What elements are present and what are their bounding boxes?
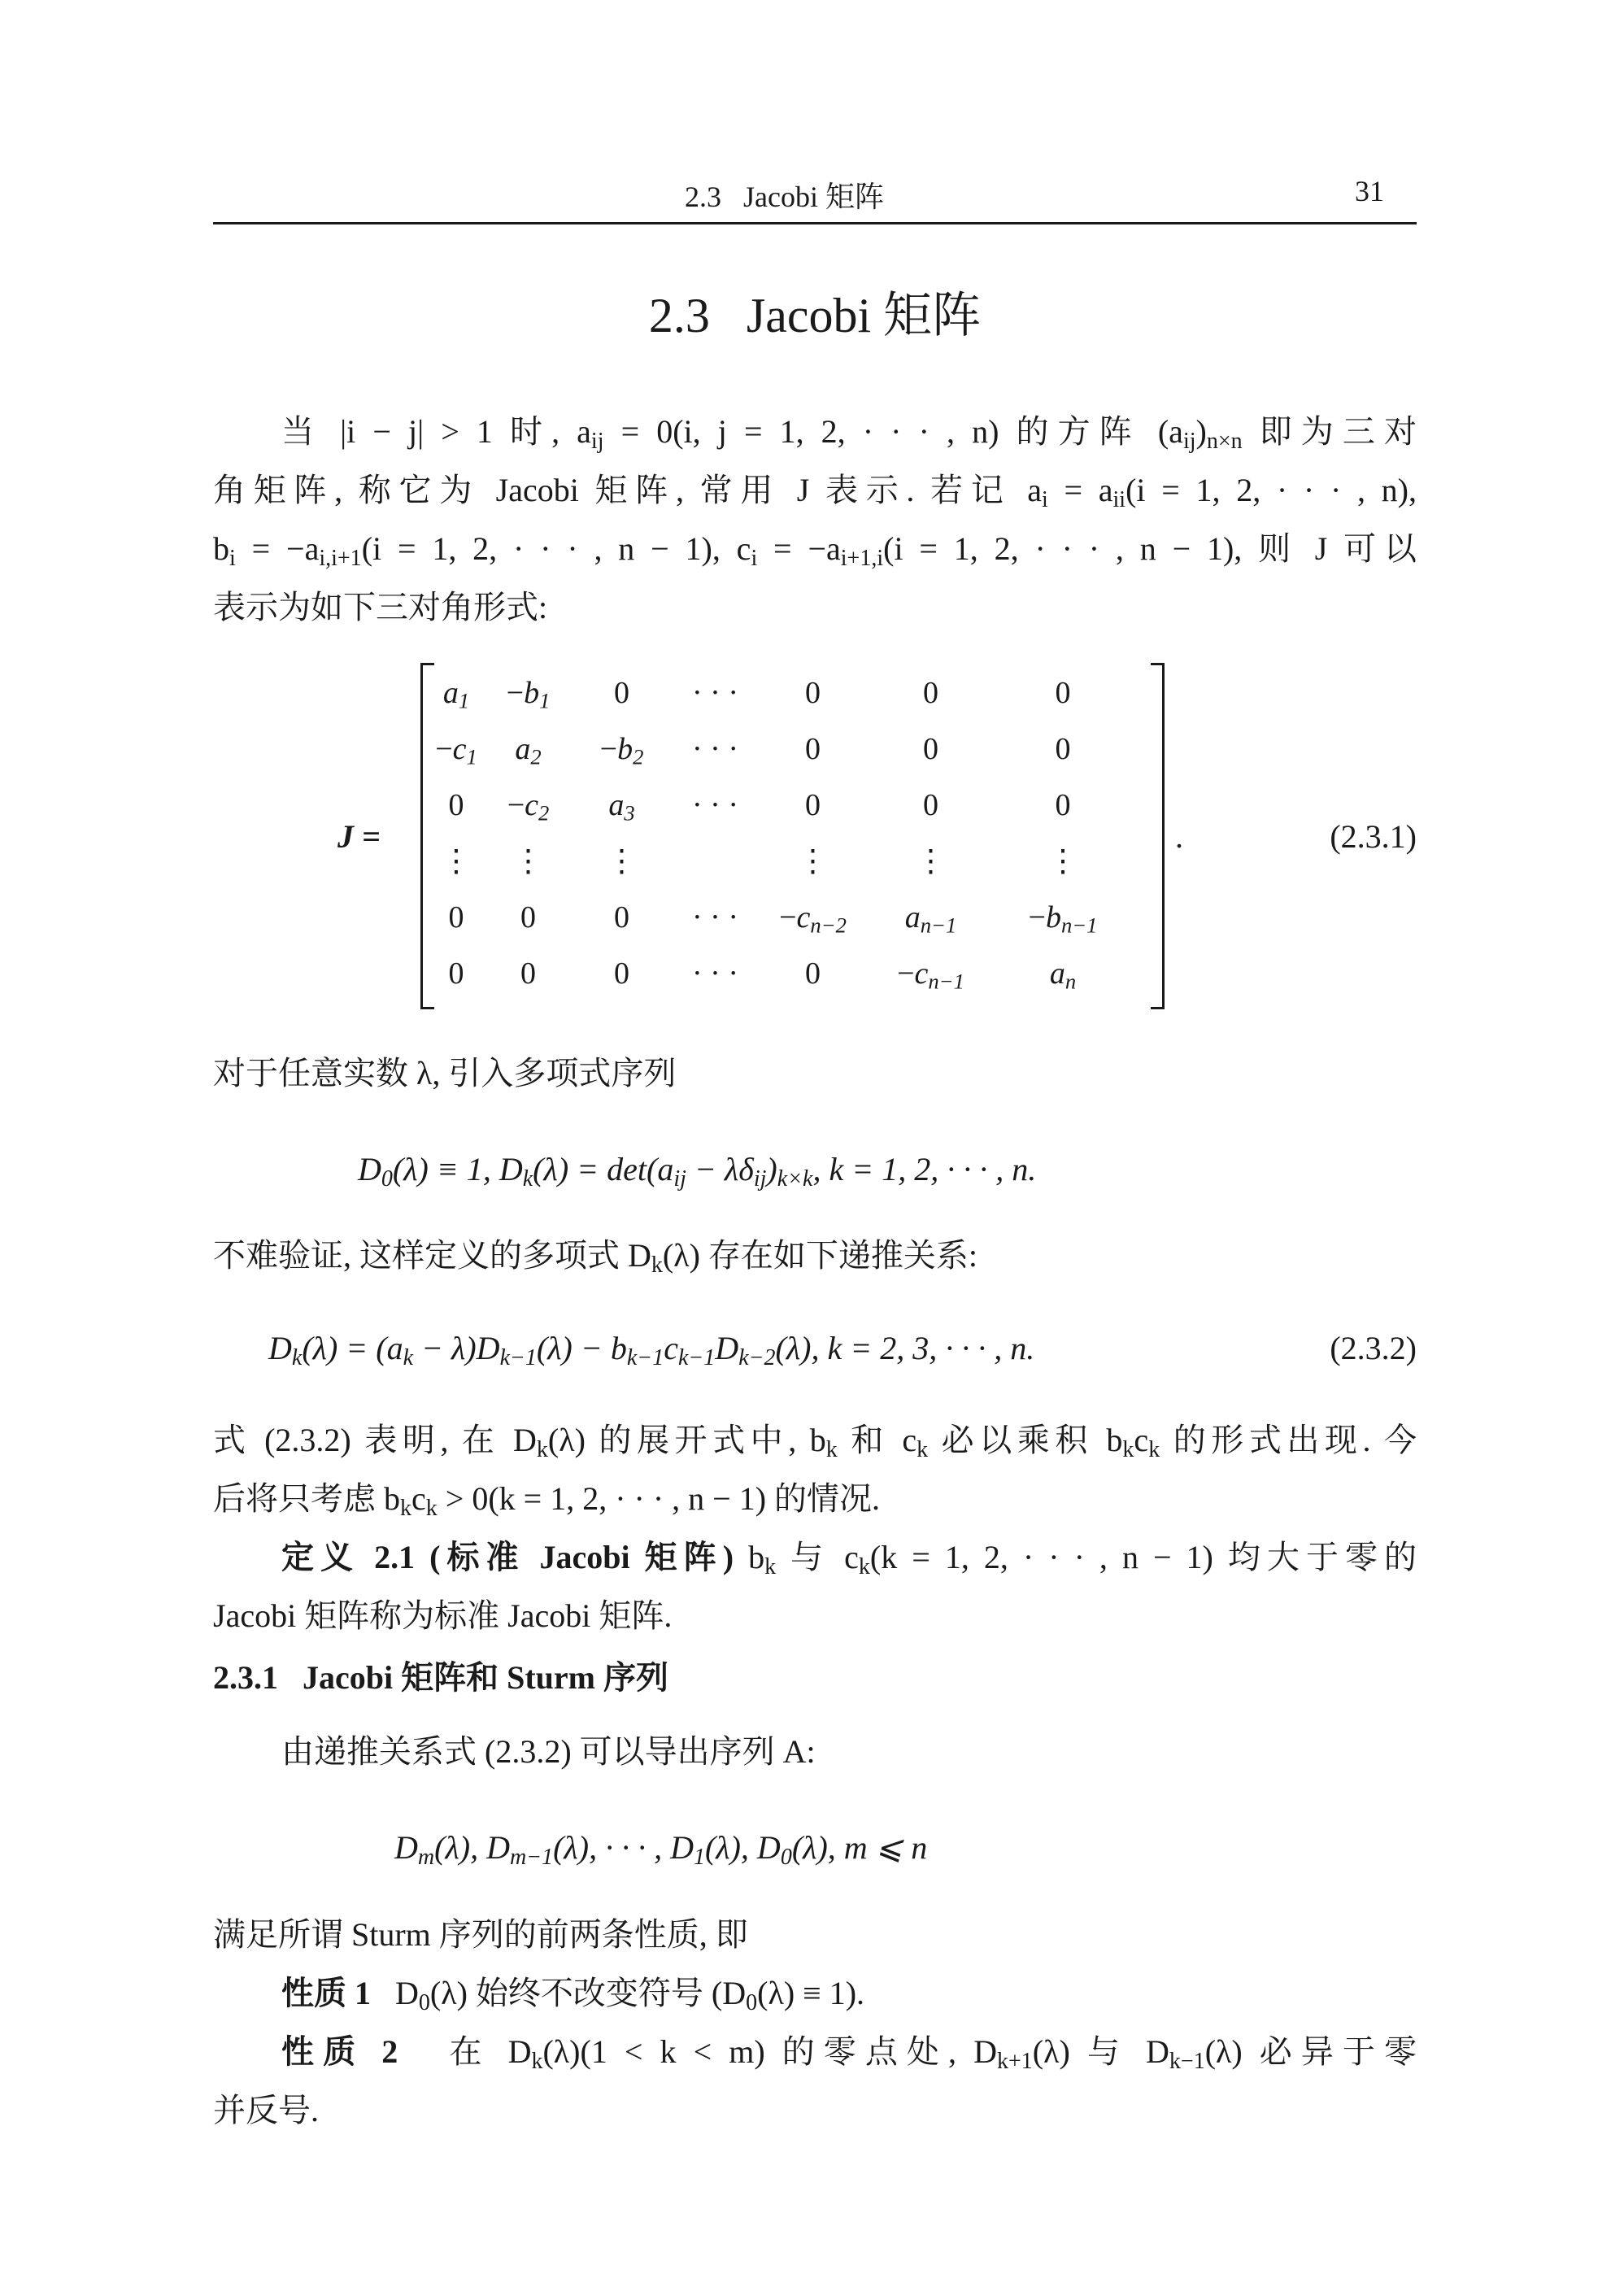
- header-rule: [213, 222, 1417, 224]
- matrix-cell: ⋮: [915, 844, 947, 878]
- matrix-row: [431, 889, 1128, 945]
- definition-line1: [281, 1536, 1417, 1579]
- matrix-cell: 0: [923, 675, 938, 710]
- seq-intro: 由递推关系式 (2.3.2) 可以导出序列 A:: [281, 1733, 816, 1770]
- eq-sequence-a: $D_m(\lambda)$, $D_{m-1}(\lambda)$, · · · , $D_1(\lambda)$, $D_0(\lambda)$, m ⩽ n: [394, 1829, 928, 1870]
- running-header: [213, 171, 1417, 220]
- property-1-label: 性质 1: [281, 1975, 371, 2011]
- matrix-cell: 0: [923, 731, 938, 766]
- matrix-cell: 0: [805, 956, 821, 991]
- matrix-cell: ⋮: [512, 844, 544, 878]
- matrix-row: [431, 945, 1128, 1001]
- property-2-label: 性质 2: [281, 2033, 398, 2070]
- property-1-text: $D_0(\lambda)$ 始终不改变符号 $(D_0(\lambda) \equiv 1)$.: [395, 1975, 865, 2015]
- matrix-cell: $a_n$: [1049, 956, 1077, 994]
- matrix-cell: 0: [805, 675, 821, 710]
- matrix-cell: 0: [1055, 675, 1071, 710]
- matrix-row: [431, 721, 1128, 777]
- definition-text: $b_k$ 与 $c_k(k = 1$, 2, · · · , n − 1) 均大于零的: [748, 1539, 1417, 1579]
- para1-line1: 当 |i − j| > 1 时, $a_{ij} = 0(i$, j = 1, 2, · · · , n) 的方阵 $(a_{ij})_{n\times n}$ 即为三对: [281, 413, 1417, 454]
- matrix-cell: · · ·: [692, 731, 738, 766]
- eq-number-2-3-2: (2.3.2): [1330, 1330, 1417, 1366]
- matrix-right-bracket: [1151, 663, 1165, 1009]
- matrix-cell: 0: [448, 900, 464, 935]
- matrix-cell: 0: [448, 956, 464, 991]
- property-2-line1: [281, 2031, 1417, 2073]
- matrix-cell: ⋮: [1047, 844, 1078, 878]
- matrix-cell: $a_{n-1}$: [904, 900, 957, 938]
- matrix-cell: · · ·: [692, 900, 738, 935]
- eq-number-2-3-1: (2.3.1): [1330, 818, 1417, 855]
- property-2-line2: 并反号.: [213, 2092, 319, 2128]
- subsection-title: 2.3.1 Jacobi 矩阵和 Sturm 序列: [213, 1659, 668, 1696]
- matrix-cell: · · ·: [692, 675, 738, 710]
- definition-line2: Jacobi 矩阵称为标准 Jacobi 矩阵.: [213, 1597, 673, 1634]
- matrix-cell: 0: [805, 787, 821, 822]
- matrix-cell: 0: [448, 787, 464, 822]
- definition-label: 定义 2.1 (标准 Jacobi 矩阵): [281, 1539, 734, 1575]
- para1-line3: $b_i = -a_{i,i+1}(i = 1$, 2, · · · , n − 1), $c_i = -a_{i+1,i}(i = 1$, 2, · · · , n − 1), 则 J 可以: [213, 530, 1417, 571]
- matrix-cell: $a_3$: [608, 787, 635, 826]
- matrix-cell: $-c_1$: [435, 731, 477, 769]
- matrix-cell: 0: [520, 956, 536, 991]
- matrix-cell: 0: [614, 900, 629, 935]
- para2-line2: 后将只考虑 $b_kc_k > 0(k = 1$, 2, · · · , n − 1) 的情况.: [213, 1480, 881, 1521]
- header-section: 2.3 Jacobi 矩阵: [685, 181, 884, 213]
- matrix-cell: $-b_{n-1}$: [1028, 900, 1098, 938]
- jacobi-matrix: [431, 664, 1128, 1001]
- para2-line1: 式 (2.3.2) 表明, 在 $D_k(\lambda)$ 的展开式中, $b_k$ 和 $c_k$ 必以乘积 $b_kc_k$ 的形式出现. 今: [213, 1422, 1417, 1462]
- matrix-cell: $a_1$: [442, 675, 470, 713]
- matrix-row: [431, 777, 1128, 833]
- matrix-cell: 0: [1055, 731, 1071, 766]
- matrix-cell: $-c_{n-1}$: [897, 956, 964, 994]
- matrix-cell: 0: [614, 956, 629, 991]
- matrix-cell: 0: [923, 787, 938, 822]
- matrix-row: [431, 664, 1128, 721]
- matrix-cell: · · ·: [692, 956, 738, 991]
- matrix-cell: 0: [520, 900, 536, 935]
- matrix-cell: 0: [1055, 787, 1071, 822]
- eq-recurrence: $D_k(\lambda) = (a_k - \lambda)D_{k-1}(\lambda) - b_{k-1}c_{k-1}D_{k-2}(\lambda)$, k = 2, 3, · · · , n.: [268, 1330, 1035, 1370]
- recur-intro: 不难验证, 这样定义的多项式 $D_k(\lambda)$ 存在如下递推关系:: [213, 1237, 978, 1278]
- matrix-cell: ⋮: [441, 844, 472, 878]
- matrix-cell: [668, 833, 762, 889]
- section-title: 2.3 Jacobi 矩阵: [648, 289, 982, 342]
- matrix-lhs: J =: [337, 818, 381, 855]
- eq-poly-def: $D_0(\lambda) \equiv 1$, $D_k(\lambda) = \det(a_{ij} - \lambda\delta_{ij})_{k\times k}$, k = 1, 2, · · · , n.: [358, 1151, 1037, 1192]
- matrix-cell: $-c_{n-2}$: [779, 900, 847, 938]
- matrix-cell: 0: [805, 731, 821, 766]
- page-number: 31: [1355, 175, 1384, 207]
- matrix-period: .: [1175, 818, 1183, 855]
- matrix-row: [431, 833, 1128, 889]
- para1-line2: 角矩阵, 称它为 Jacobi 矩阵, 常用 J 表示. 若记 $a_i = a_{ii}(i = 1$, 2, · · · , n),: [213, 472, 1417, 512]
- matrix-cell: · · ·: [692, 787, 738, 822]
- matrix-cell: $-b_1$: [506, 675, 551, 713]
- matrix-cell: $-c_2$: [507, 787, 550, 826]
- property-1: [281, 1972, 1417, 2015]
- sturm-intro: 满足所谓 Sturm 序列的前两条性质, 即: [213, 1916, 748, 1953]
- matrix-cell: $a_2$: [515, 731, 542, 769]
- para1-line4: 表示为如下三对角形式:: [213, 589, 548, 625]
- matrix-cell: ⋮: [797, 844, 829, 878]
- poly-intro: 对于任意实数 λ, 引入多项式序列: [213, 1055, 677, 1091]
- matrix-cell: 0: [614, 675, 629, 710]
- matrix-cell: $-b_2$: [599, 731, 644, 769]
- property-2-text: 在 $D_k(\lambda)(1 < k < m)$ 的零点处, $D_{k+1}(\lambda)$ 与 $D_{k-1}(\lambda)$ 必异于零: [449, 2033, 1417, 2074]
- matrix-cell: ⋮: [606, 844, 638, 878]
